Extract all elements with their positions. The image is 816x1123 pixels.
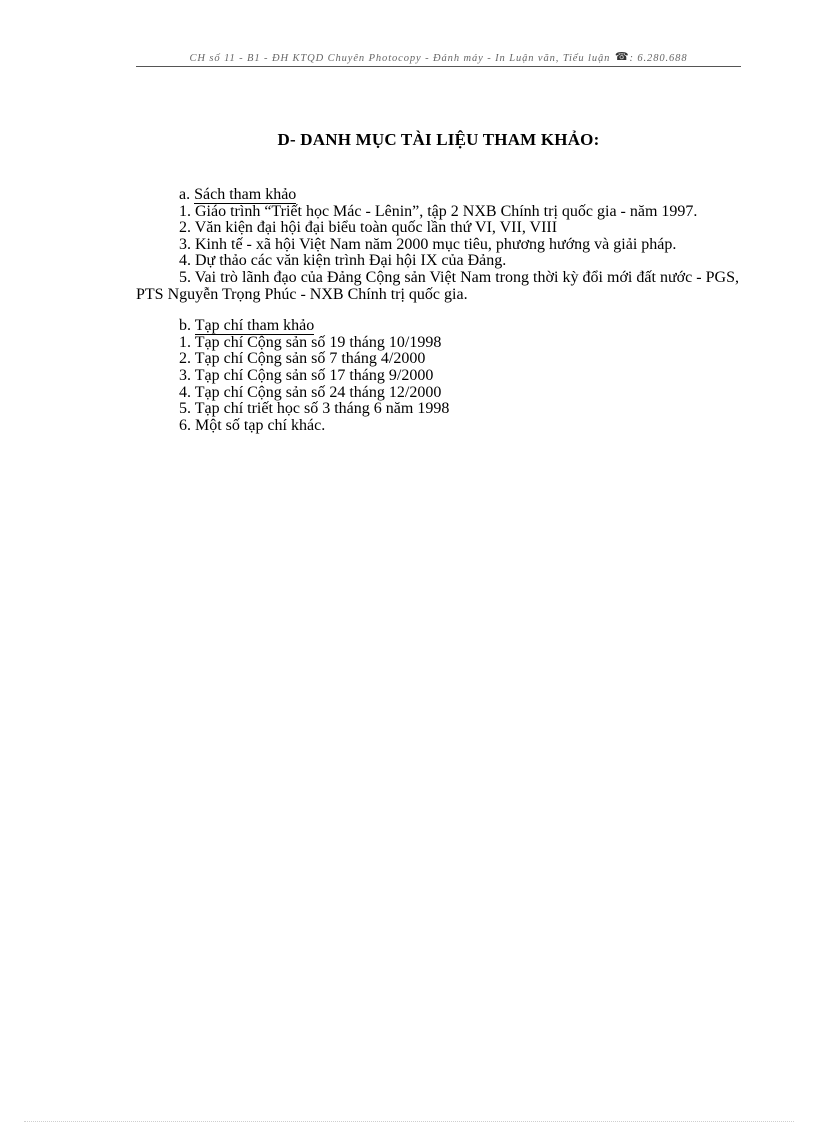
telephone-icon: ☎: [614, 51, 630, 63]
page-header: [136, 50, 741, 67]
reference-item: 5. Tạp chí triết học số 3 tháng 6 năm 1998: [179, 400, 450, 418]
section-heading-journals: [136, 318, 739, 335]
page-bottom-divider: [24, 1121, 794, 1122]
section-heading-text: Sách tham khảo: [194, 186, 297, 203]
reference-list: [136, 187, 739, 434]
section-prefix: b.: [179, 317, 195, 335]
page-header-phone: : 6.280.688: [629, 53, 688, 64]
reference-item: 1. Giáo trình “Triết học Mác - Lênin”, tập 2 NXB Chính trị quốc gia - năm 1997.: [179, 202, 698, 220]
reference-item: 2. Văn kiện đại hội đại biểu toàn quốc lần thứ VI, VII, VIII: [179, 219, 558, 237]
reference-item: 4. Tạp chí Cộng sản số 24 tháng 12/2000: [179, 383, 442, 401]
reference-item: 3. Tạp chí Cộng sản số 17 tháng 9/2000: [179, 366, 434, 384]
page-header-text: CH số 11 - B1 - ĐH KTQD Chuyên Photocopy - Đánh máy - In Luận văn, Tiểu luận: [189, 53, 611, 64]
section-prefix: a.: [179, 186, 195, 203]
section-spacer: [136, 303, 739, 318]
page-title: D- DANH MỤC TÀI LIỆU THAM KHẢO:: [277, 130, 600, 149]
reference-item: 3. Kinh tế - xã hội Việt Nam năm 2000 mục tiêu, phương hướng và giải pháp.: [179, 235, 677, 253]
reference-item: 6. Một số tạp chí khác.: [179, 416, 326, 434]
reference-item: 4. Dự thảo các văn kiện trình Đại hội IX của Đảng.: [179, 252, 507, 270]
reference-item: 1. Tạp chí Cộng sản số 19 tháng 10/1998: [179, 333, 442, 351]
section-heading-books: [136, 187, 739, 204]
reference-item: 5. Vai trò lãnh đạo của Đảng Cộng sản Việt Nam trong thời kỳ đổi mới đất nước - PGS, PTS Nguyễn Trọng Phúc - NXB Chính trị quốc gia.: [136, 268, 739, 303]
reference-item: 2. Tạp chí Cộng sản số 7 tháng 4/2000: [179, 350, 426, 368]
section-heading-text: Tạp chí tham khảo: [194, 317, 315, 335]
